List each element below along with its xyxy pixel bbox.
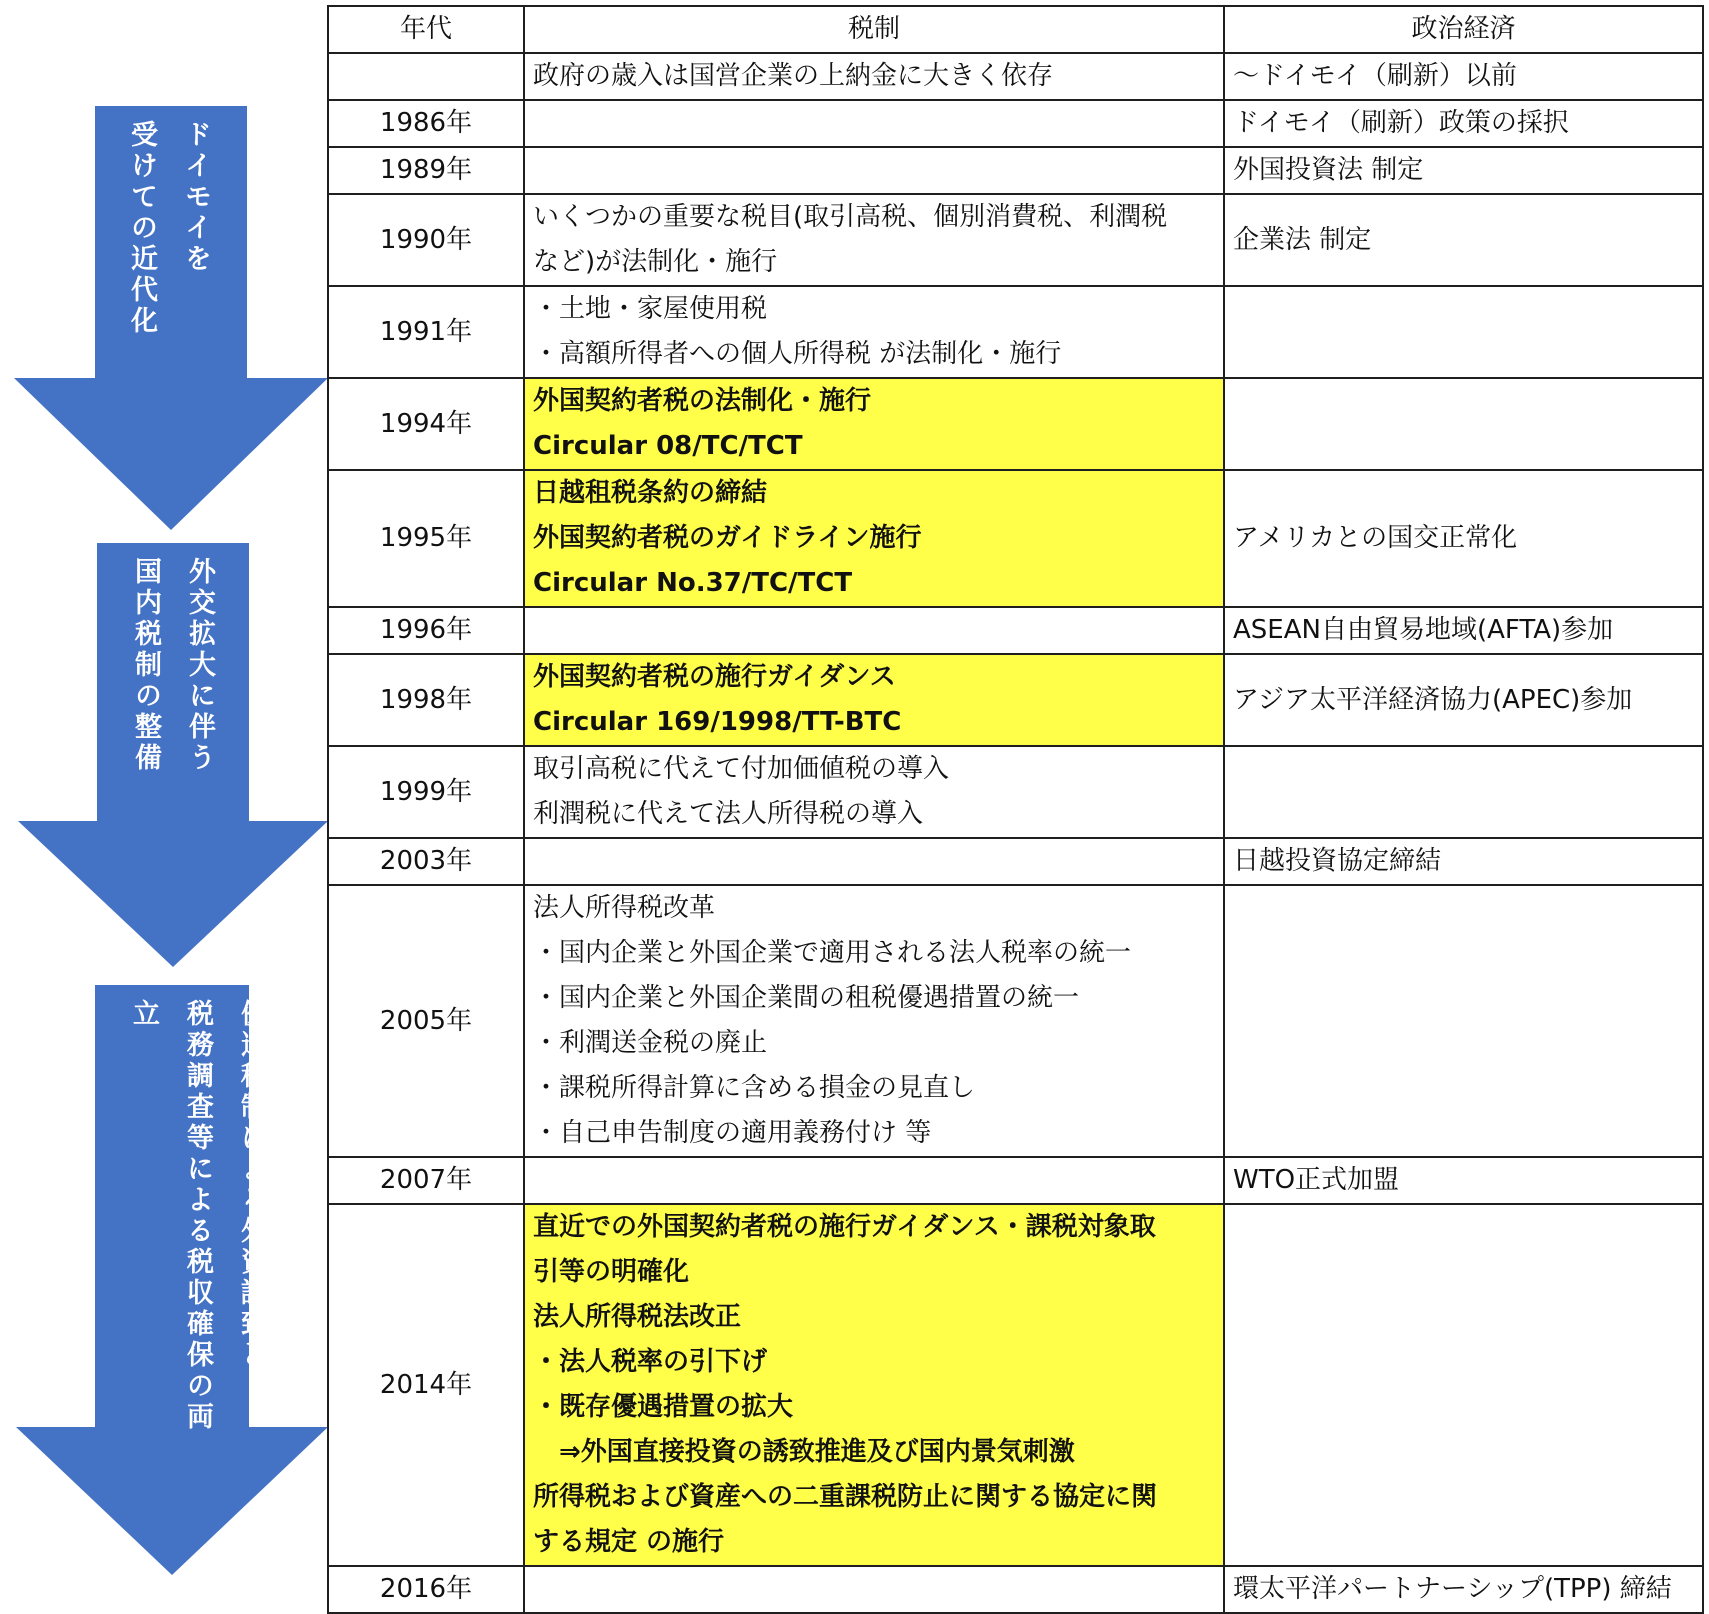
tax-cell: 取引高税に代えて付加価値税の導入 利潤税に代えて法人所得税の導入 xyxy=(524,746,1224,838)
year-cell xyxy=(328,53,524,100)
tax-cell: 外国契約者税の法制化・施行 Circular 08/TC/TCT xyxy=(524,378,1224,470)
table-row xyxy=(328,746,1703,838)
header-era: 年代 xyxy=(328,6,524,53)
phase-label-2: 外交拡大に伴う 国内税制の整備 xyxy=(130,557,215,774)
table-row xyxy=(328,607,1703,654)
phase-label-1: ドイモイを 受けての近代化 xyxy=(126,120,211,337)
politics-cell: ～ドイモイ（刷新）以前 xyxy=(1224,53,1703,100)
table-row xyxy=(328,100,1703,147)
header-tax: 税制 xyxy=(524,6,1224,53)
tax-cell: 政府の歳入は国営企業の上納金に大きく依存 xyxy=(524,53,1224,100)
politics-cell: 環太平洋パートナーシップ(TPP) 締結 xyxy=(1224,1566,1703,1613)
phase-arrow-1 xyxy=(14,106,328,530)
politics-cell: WTO正式加盟 xyxy=(1224,1157,1703,1204)
politics-cell xyxy=(1224,378,1703,470)
table-row xyxy=(328,654,1703,746)
table-row xyxy=(328,885,1703,1157)
table-row xyxy=(328,286,1703,378)
tax-cell xyxy=(524,1157,1224,1204)
politics-cell: 日越投資協定締結 xyxy=(1224,838,1703,885)
tax-cell xyxy=(524,838,1224,885)
tax-cell: 日越租税条約の締結 外国契約者税のガイドライン施行 Circular No.37/TC/TCT xyxy=(524,470,1224,607)
politics-cell: アジア太平洋経済協力(APEC)参加 xyxy=(1224,654,1703,746)
phase-arrow-2 xyxy=(18,543,328,967)
header-row xyxy=(328,6,1703,53)
table-row xyxy=(328,838,1703,885)
year-cell: 1989年 xyxy=(328,147,524,194)
year-cell: 1991年 xyxy=(328,286,524,378)
table-row xyxy=(328,470,1703,607)
politics-cell: ASEAN自由貿易地域(AFTA)参加 xyxy=(1224,607,1703,654)
politics-cell: ドイモイ（刷新）政策の採択 xyxy=(1224,100,1703,147)
year-cell: 2005年 xyxy=(328,885,524,1157)
header-politics: 政治経済 xyxy=(1224,6,1703,53)
table-row xyxy=(328,378,1703,470)
year-cell: 2007年 xyxy=(328,1157,524,1204)
year-cell: 1996年 xyxy=(328,607,524,654)
phase-label-3: 優遇税制による外資誘致と 税務調査等による税収確保の両立 xyxy=(128,999,267,1433)
table-row xyxy=(328,147,1703,194)
year-cell: 1998年 xyxy=(328,654,524,746)
tax-cell: ・土地・家屋使用税 ・高額所得者への個人所得税 が法制化・施行 xyxy=(524,286,1224,378)
year-cell: 2003年 xyxy=(328,838,524,885)
tax-cell xyxy=(524,607,1224,654)
table-row xyxy=(328,53,1703,100)
table-row xyxy=(328,194,1703,286)
tax-cell xyxy=(524,100,1224,147)
phase-arrow-3 xyxy=(16,985,328,1575)
tax-cell xyxy=(524,147,1224,194)
year-cell: 1994年 xyxy=(328,378,524,470)
table-row xyxy=(328,1204,1703,1566)
year-cell: 1986年 xyxy=(328,100,524,147)
table-row xyxy=(328,1157,1703,1204)
politics-cell xyxy=(1224,286,1703,378)
politics-cell xyxy=(1224,885,1703,1157)
table-row xyxy=(328,1566,1703,1613)
tax-cell: 法人所得税改革 ・国内企業と外国企業で適用される法人税率の統一 ・国内企業と外国企業間の租税優遇措置の統一 ・利潤送金税の廃止 ・課税所得計算に含める損金の見直し ・自己申告制度の適用義務付け 等 xyxy=(524,885,1224,1157)
politics-cell: アメリカとの国交正常化 xyxy=(1224,470,1703,607)
tax-cell: 直近での外国契約者税の施行ガイダンス・課税対象取 引等の明確化 法人所得税法改正 ・法人税率の引下げ ・既存優遇措置の拡大 ⇒外国直接投資の誘致推進及び国内景気刺激 所得税および資産への二重課税防止に関する協定に関 する規定 の施行 xyxy=(524,1204,1224,1566)
politics-cell xyxy=(1224,1204,1703,1566)
year-cell: 1999年 xyxy=(328,746,524,838)
politics-cell: 企業法 制定 xyxy=(1224,194,1703,286)
tax-cell: いくつかの重要な税目(取引高税、個別消費税、利潤税 など)が法制化・施行 xyxy=(524,194,1224,286)
year-cell: 2014年 xyxy=(328,1204,524,1566)
tax-cell xyxy=(524,1566,1224,1613)
year-cell: 2016年 xyxy=(328,1566,524,1613)
politics-cell: 外国投資法 制定 xyxy=(1224,147,1703,194)
tax-cell: 外国契約者税の施行ガイダンス Circular 169/1998/TT-BTC xyxy=(524,654,1224,746)
year-cell: 1995年 xyxy=(328,470,524,607)
politics-cell xyxy=(1224,746,1703,838)
timeline-table xyxy=(327,5,1704,1614)
year-cell: 1990年 xyxy=(328,194,524,286)
